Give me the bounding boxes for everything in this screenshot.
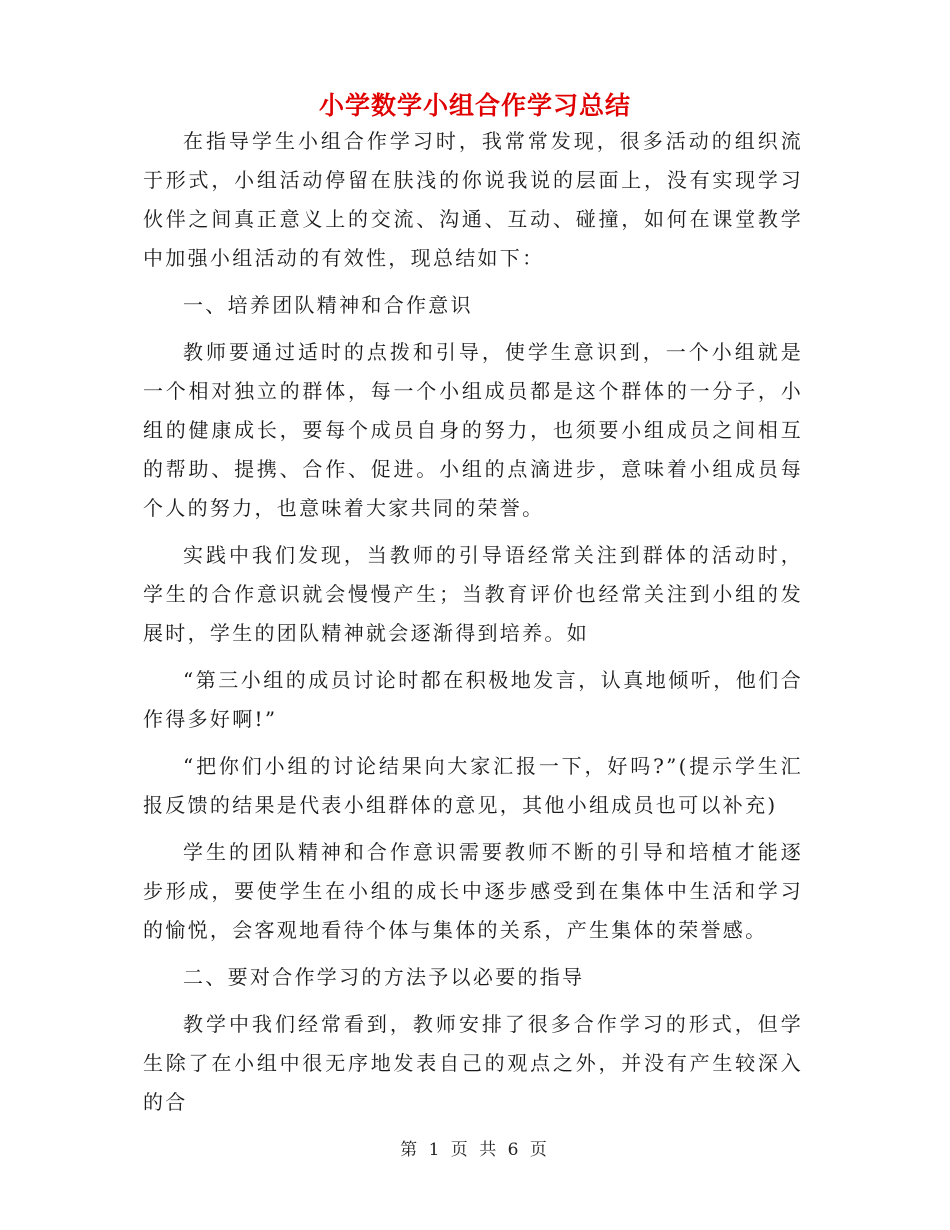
- paragraph-methods: 教学中我们经常看到，教师安排了很多合作学习的形式，但学生除了在小组中很无序地发表自己的观点之外，并没有产生较深入的合: [143, 1012, 803, 1114]
- paragraph-practice: 实践中我们发现，当教师的引导语经常关注到群体的活动时，学生的合作意识就会慢慢产生；当教育评价也经常关注到小组的发展时，学生的团队精神就会逐渐得到培养。如: [143, 543, 803, 645]
- section-heading-1: 一、培养团队精神和合作意识: [183, 293, 473, 317]
- paragraph-quote-2: “把你们小组的讨论结果向大家汇报一下，好吗?”(提示学生汇报反馈的结果是代表小组群体的意见，其他小组成员也可以补充): [143, 754, 803, 817]
- section-heading-2: 二、要对合作学习的方法予以必要的指导: [183, 965, 585, 989]
- document-title: 小学数学小组合作学习总结: [318, 91, 631, 120]
- page-footer: 第 1 页 共 6 页: [400, 1140, 550, 1160]
- document-body: [143, 122, 803, 1122]
- paragraph-intro: 在指导学生小组合作学习时，我常常发现，很多活动的组织流于形式，小组活动停留在肤浅的你说我说的层面上，没有实现学习伙伴之间真正意义上的交流、沟通、互动、碰撞，如何在课堂教学中加强小组活动的有效性，现总结如下：: [143, 129, 803, 270]
- paragraph-quote-1: “第三小组的成员讨论时都在积极地发言，认真地倾听，他们合作得多好啊!”: [143, 668, 803, 731]
- paragraph-team-spirit: 教师要通过适时的点拨和引导，使学生意识到，一个小组就是一个相对独立的群体，每一个小组成员都是这个群体的一分子，小组的健康成长，要每个成员自身的努力，也须要小组成员之间相互的帮助、提携、合作、促进。小组的点滴进步，意味着小组成员每个人的努力，也意味着大家共同的荣誉。: [143, 340, 803, 520]
- paragraph-guidance: 学生的团队精神和合作意识需要教师不断的引导和培植才能逐步形成，要使学生在小组的成长中逐步感受到在集体中生活和学习的愉悦，会客观地看待个体与集体的关系，产生集体的荣誉感。: [143, 840, 803, 942]
